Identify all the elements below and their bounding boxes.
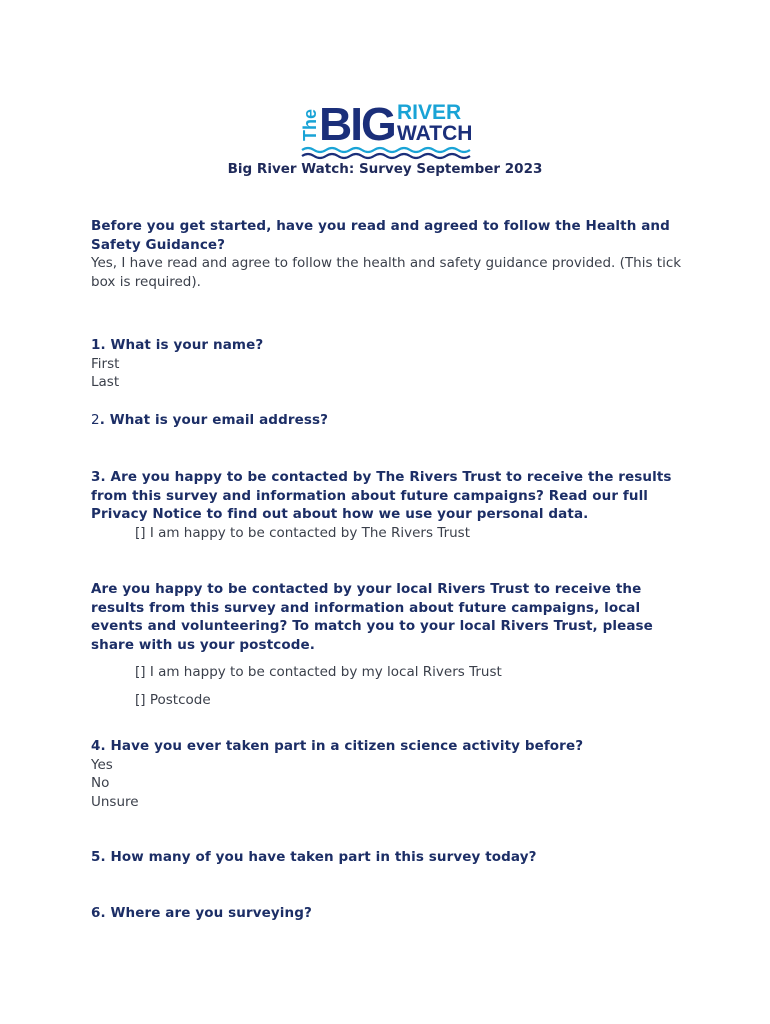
question-6-section	[91, 904, 691, 923]
wave-icon	[302, 154, 470, 158]
logo-watch-text: WATCH	[397, 122, 472, 145]
question-4-section	[91, 737, 691, 811]
option-yes[interactable]: Yes	[91, 756, 113, 773]
logo-the-text: The	[300, 108, 320, 141]
question-2-number: 2	[91, 412, 100, 428]
question-1-section	[91, 336, 691, 392]
rivers-trust-contact-checkbox[interactable]: [] I am happy to be contacted by The Rivers Trust	[135, 524, 471, 541]
local-trust-contact-checkbox[interactable]: [] I am happy to be contacted by my local Rivers Trust	[135, 664, 502, 680]
question-2-section	[91, 411, 691, 430]
local-trust-question: Are you happy to be contacted by your local Rivers Trust to receive the results from this survey and information about future campaigns, local events and volunteering? To match you to your local Rivers Trust, please share with us your postcode.	[91, 581, 653, 653]
health-safety-question: Before you get started, have you read and agreed to follow the Health and Safety Guidance?	[91, 218, 670, 253]
logo-big-text: BIG	[319, 98, 395, 150]
question-1-title: 1. What is your name?	[91, 337, 264, 353]
question-4-title: 4. Have you ever taken part in a citizen science activity before?	[91, 738, 584, 754]
option-no[interactable]: No	[91, 775, 110, 792]
postcode-option	[91, 691, 691, 710]
question-6-title: 6. Where are you surveying?	[91, 905, 312, 921]
last-name-field[interactable]: Last	[91, 374, 120, 391]
document-title: Big River Watch: Survey September 2023	[227, 161, 543, 177]
question-2-text: . What is your email address?	[99, 412, 329, 428]
question-3-section	[91, 468, 691, 542]
postcode-field[interactable]: [] Postcode	[135, 692, 211, 708]
question-2-title	[91, 411, 691, 430]
health-safety-section	[91, 217, 691, 291]
question-5-title: 5. How many of you have taken part in this survey today?	[91, 849, 537, 865]
health-safety-checkbox-label[interactable]: Yes, I have read and agree to follow the health and safety guidance provided. (This tick box is required).	[91, 255, 682, 290]
option-unsure[interactable]: Unsure	[91, 793, 139, 810]
logo-river-text: RIVER	[397, 101, 462, 124]
local-trust-options	[91, 663, 691, 682]
question-3-title: 3. Are you happy to be contacted by The Rivers Trust to receive the results from this survey and information about future campaigns? Read our full Privacy Notice to find out about how we use your personal data.	[91, 469, 672, 523]
first-name-field[interactable]: First	[91, 355, 120, 372]
big-river-watch-logo	[300, 94, 472, 160]
local-trust-section	[91, 580, 691, 654]
question-5-section	[91, 848, 691, 867]
